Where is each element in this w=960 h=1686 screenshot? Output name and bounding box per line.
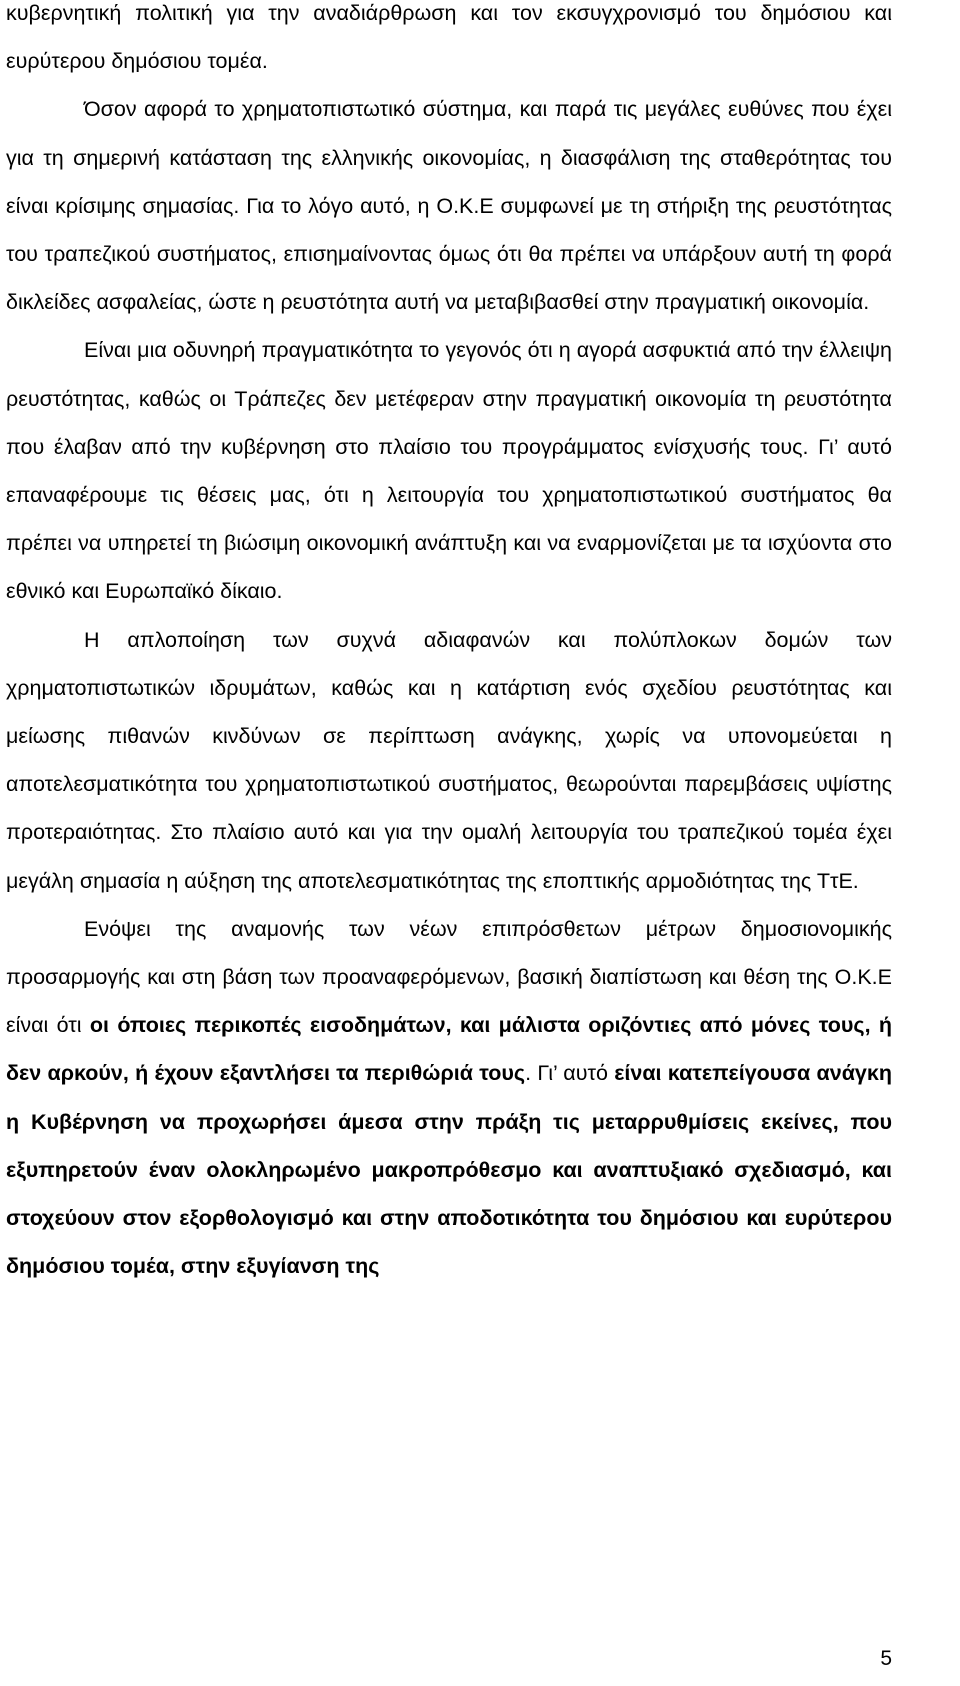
paragraph-text-bold: οι όποιες περικοπές εισοδημάτων, και μάλιστα οριζόντιες από μόνες τους, ή δεν αρκούν, ή έχουν εξαντλήσει τα περιθώριά τους xyxy=(6,1013,893,1086)
page-number: 5 xyxy=(880,1647,892,1670)
paragraph-simplification: Η απλοποίηση των συχνά αδιαφανών και πολύπλοκων δομών των χρηματοπιστωτικών ιδρυμάτων, καθώς και η κατάρτιση ενός σχεδίου ρευστότητας και μείωσης πιθανών κινδύνων σε περίπτωση ανάγκης, χωρίς να υπονομεύεται η αποτελεσματικότητα του χρηματοπιστωτικού συστήματος, θεωρούνται παρεμβάσεις υψίστης προτεραιότητας. Στο πλαίσιο αυτό και για την ομαλή λειτουργία του τραπεζικού τομέα έχει μεγάλη σημασία η αύξηση της αποτελεσματικότητας της εποπτικής αρμοδιότητας της ΤτΕ. xyxy=(6,627,892,893)
paragraph-financial-system: Όσον αφορά το χρηματοπιστωτικό σύστημα, και παρά τις μεγάλες ευθύνες που έχει για τη σημερινή κατάσταση της ελληνικής οικονομίας, η διασφάλιση της σταθερότητας του είναι κρίσιμης σημασίας. Για το λόγο αυτό, η Ο.Κ.Ε συμφωνεί με τη στήριξη της ρευστότητας του τραπεζικού συστήματος, επισημαίνοντας όμως ότι θα πρέπει να υπάρξουν αυτή τη φορά δικλείδες ασφαλείας, ώστε η ρευστότητα αυτή να μεταβιβασθεί στην πραγματική οικονομία. xyxy=(6,97,892,315)
paragraph-liquidity: Είναι μια οδυνηρή πραγματικότητα το γεγονός ότι η αγορά ασφυκτιά από την έλλειψη ρευστότητας, καθώς οι Τράπεζες δεν μετέφεραν στην πραγματική οικονομία τη ρευστότητα που έλαβαν από την κυβέρνηση στο πλαίσιο του προγράμματος ενίσχυσής τους. Γι’ αυτό επαναφέρουμε τις θέσεις μας, ότι η λειτουργία του χρηματοπιστωτικού συστήματος θα πρέπει να υπηρετεί τη βιώσιμη οικονομική ανάπτυξη και να εναρμονίζεται με τα ισχύοντα στο εθνικό και Ευρωπαϊκό δίκαιο. xyxy=(6,338,892,604)
document-body xyxy=(6,0,892,1290)
paragraph-text-regular: Ενόψει της αναμονής των νέων επιπρόσθετων μέτρων δημοσιονομικής προσαρμογής και στη βάση των προαναφερόμενων, βασική διαπίστωση και θέση της Ο.Κ.Ε είναι ότι xyxy=(6,916,892,1038)
paragraph-text-bold: είναι κατεπείγουσα ανάγκη η Κυβέρνηση να προχωρήσει άμεσα στην πράξη τις μεταρρυθμίσεις εκείνες, που εξυπηρετούν έναν ολοκληρωμένο μακροπρόθεσμο και αναπτυξιακό σχεδιασμό, και στοχεύουν στον εξορθολογισμό και στην αποδοτικότητα του δημόσιου και ευρύτερου δημόσιου τομέα, στην εξυγίανση της xyxy=(6,1061,892,1279)
paragraph-fiscal-measures xyxy=(6,905,892,1291)
paragraph-text-regular: . Γι’ αυτό xyxy=(525,1061,615,1086)
paragraph-continuation: κυβερνητική πολιτική για την αναδιάρθρωση και τον εκσυγχρονισμό του δημόσιου και ευρύτερου δημόσιου τομέα. xyxy=(6,1,892,74)
